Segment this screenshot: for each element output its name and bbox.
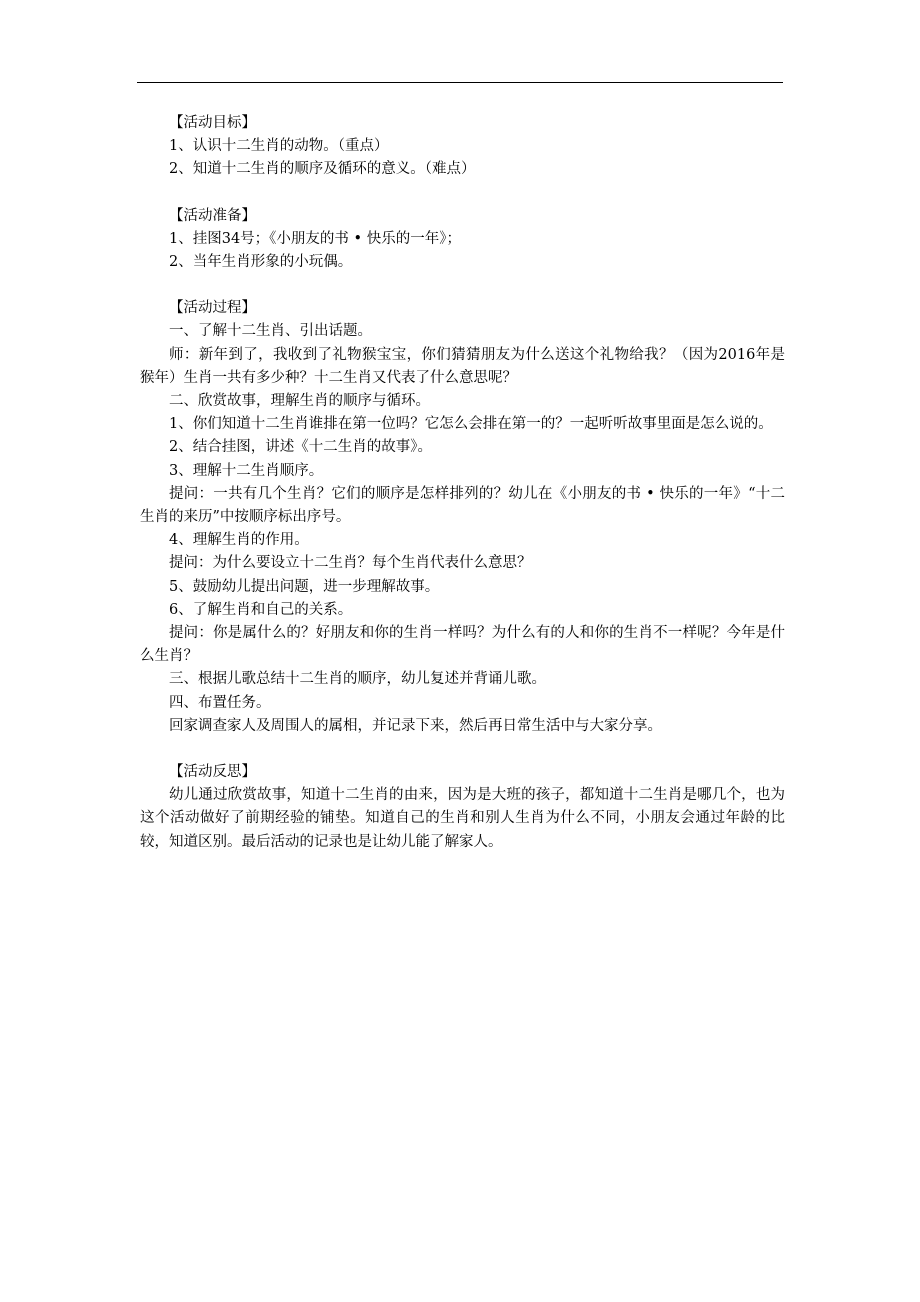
section-preparation: [140, 205, 785, 275]
paragraph: 5、鼓励幼儿提出问题，进一步理解故事。: [169, 578, 440, 595]
paragraph: 提问：你是属什么的？好朋友和你的生肖一样吗？为什么有的人和你的生肖不一样呢？今年是什么生肖？: [140, 625, 785, 665]
section-heading: 【活动准备】: [169, 207, 256, 224]
paragraph: 三、根据儿歌总结十二生肖的顺序，幼儿复述并背诵儿歌。: [169, 671, 546, 688]
paragraph: 一、了解十二生肖、引出话题。: [169, 323, 372, 340]
paragraph: 2、知道十二生肖的顺序及循环的意义。（难点）: [169, 161, 476, 178]
paragraph: 四、布置任务。: [169, 694, 271, 711]
paragraph: 2、当年生肖形象的小玩偶。: [169, 254, 353, 271]
paragraph: 1、认识十二生肖的动物。（重点）: [169, 138, 389, 155]
paragraph: 提问：为什么要设立十二生肖？每个生肖代表什么意思？: [169, 555, 532, 572]
section-heading: 【活动目标】: [169, 115, 256, 131]
paragraph: 提问：一共有几个生肖？它们的顺序是怎样排列的？幼儿在《小朋友的书 • 快乐的一年》“十二生肖的来历”中按顺序标出序号。: [140, 485, 785, 526]
section-reflection: [140, 761, 785, 854]
paragraph: 二、欣赏故事，理解生肖的顺序与循环。: [169, 393, 430, 410]
paragraph: 3、理解十二生肖顺序。: [169, 462, 324, 479]
paragraph: 6、了解生肖和自己的关系。: [169, 601, 353, 618]
paragraph: 1、挂图34号；《小朋友的书 • 快乐的一年》；: [169, 230, 461, 247]
paragraph: 师：新年到了，我收到了礼物猴宝宝，你们猜猜朋友为什么送这个礼物给我？（因为2016年是猴年）生肖一共有多少种？十二生肖又代表了什么意思呢？: [140, 346, 785, 386]
paragraph: 4、理解生肖的作用。: [169, 532, 309, 549]
paragraph: 回家调查家人及周围人的属相，并记录下来，然后再日常生活中与大家分享。: [169, 717, 662, 734]
section-goals: [140, 112, 785, 182]
paragraph: 幼儿通过欣赏故事，知道十二生肖的由来，因为是大班的孩子，都知道十二生肖是哪几个，也为这个活动做好了前期经验的铺垫。知道自己的生肖和别人生肖为什么不同，小朋友会通过年龄的比较，知道区别。最后活动的记录也是让幼儿能了解家人。: [140, 787, 785, 850]
document-body: [140, 112, 785, 877]
header-rule: [137, 82, 783, 83]
section-heading: 【活动反思】: [169, 764, 256, 781]
section-heading: 【活动过程】: [169, 300, 256, 317]
paragraph: 1、你们知道十二生肖谁排在第一位吗？它怎么会排在第一的？一起听听故事里面是怎么说的。: [169, 416, 773, 433]
section-process: [140, 297, 785, 738]
paragraph: 2、结合挂图，讲述《十二生肖的故事》。: [169, 439, 432, 456]
